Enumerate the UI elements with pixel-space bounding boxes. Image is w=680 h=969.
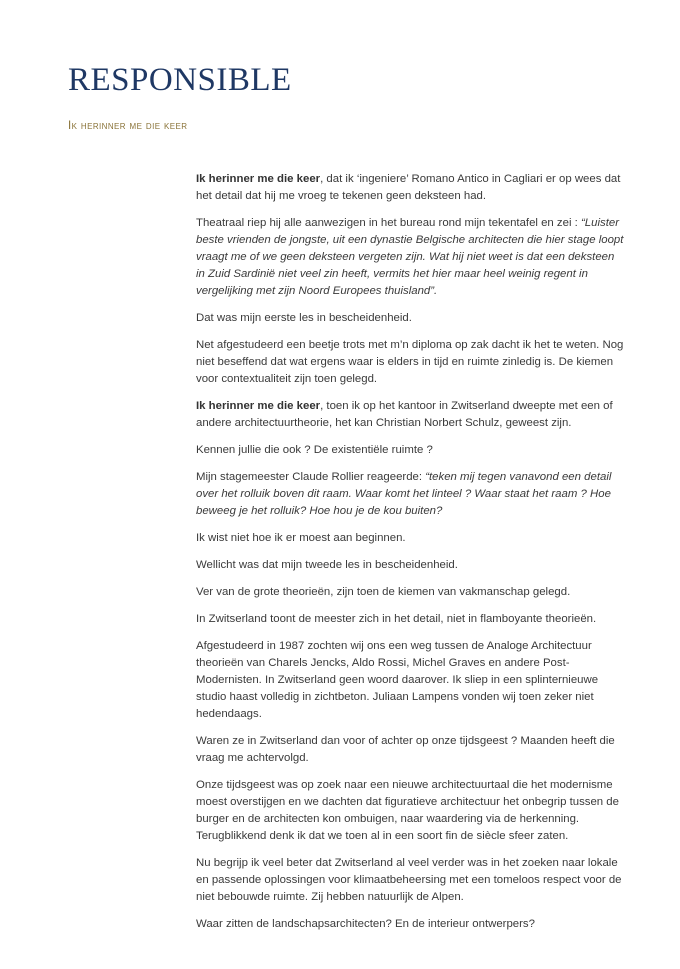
paragraph: Ver van de grote theorieën, zijn toen de kiemen van vakmanschap gelegd. xyxy=(196,586,571,598)
paragraph: Onze tijdsgeest was op zoek naar een nieuwe architectuurtaal die het modernisme moest overstijgen en we dachten dat figuratieve architectuur het onbegrip tussen de burger en de architecten kon ombuigen, naar waardering via de herkenning. Terugblikkend denk ik dat we toen al in een soort fin de siècle sfeer zaten. xyxy=(196,779,619,842)
paragraph: Theatraal riep hij alle aanwezigen in het bureau rond mijn tekentafel en zei : “Luister beste vrienden de jongste, uit een dynastie Belgische architecten die hier stage loopt vraagt me of we geen deksteen vergeten zijn. Wat hij niet weet is dat een deksteen in Zuid Sardinië niet veel zin heeft, vermits het hier maar heel weinig regent in vergelijking met zijn Noord Europees thuisland”. xyxy=(196,217,624,297)
paragraph: Mijn stagemeester Claude Rollier reageerde: “teken mij tegen vanavond een detail over het rolluik boven dit raam. Waar komt het linteel ? Waar staat het raam ? Hoe beweeg je het rolluik? Hoe hou je de kou buiten? xyxy=(196,471,612,517)
paragraph: Nu begrijp ik veel beter dat Zwitserland al veel verder was in het zoeken naar lokale en passende oplossingen voor klimaatbeheersing met een tomeloos respect voor de niet bebouwde ruimte. Zij hebben natuurlijk de Alpen. xyxy=(196,857,622,903)
paragraph: Ik wist niet hoe ik er moest aan beginnen. xyxy=(196,532,406,544)
paragraph: Afgestudeerd in 1987 zochten wij ons een weg tussen de Analoge Architectuur theorieën van Charels Jencks, Aldo Rossi, Michel Graves en andere Post-Modernisten. In Zwitserland geen woord daarover. Ik sliep in een splinternieuwe studio haast volledig in zichtbeton. Juliaan Lampens vonden wij toen zeker niet hedendaags. xyxy=(196,640,599,720)
page-title: RESPONSIBLE xyxy=(68,62,292,98)
paragraph: Waren ze in Zwitserland dan voor of achter op onze tijdsgeest ? Maanden heeft die vraag me achtervolgd. xyxy=(196,735,615,764)
paragraph: Ik herinner me die keer, dat ik ‘ingeniere’ Romano Antico in Cagliari er op wees dat het detail dat hij me vroeg te tekenen geen deksteen had. xyxy=(196,173,621,202)
paragraph: Dat was mijn eerste les in bescheidenheid. xyxy=(196,312,412,324)
body-text xyxy=(196,171,626,943)
paragraph: Wellicht was dat mijn tweede les in bescheidenheid. xyxy=(196,559,458,571)
paragraph: Ik herinner me die keer, toen ik op het kantoor in Zwitserland dweepte met een of andere architectuurtheorie, het kan Christian Norbert Schulz, geweest zijn. xyxy=(196,400,613,429)
section-subtitle: Ik herinner me die keer xyxy=(68,120,188,132)
paragraph: Net afgestudeerd een beetje trots met m’n diploma op zak dacht ik het te weten. Nog niet beseffend dat wat ergens waar is elders in tijd en ruimte zinledig is. De kiemen voor contextualiteit zijn toen gelegd. xyxy=(196,339,624,385)
paragraph: Waar zitten de landschapsarchitecten? En de interieur ontwerpers? xyxy=(196,918,535,930)
paragraph: Kennen jullie die ook ? De existentiële ruimte ? xyxy=(196,444,433,456)
paragraph: In Zwitserland toont de meester zich in het detail, niet in flamboyante theorieën. xyxy=(196,613,597,625)
